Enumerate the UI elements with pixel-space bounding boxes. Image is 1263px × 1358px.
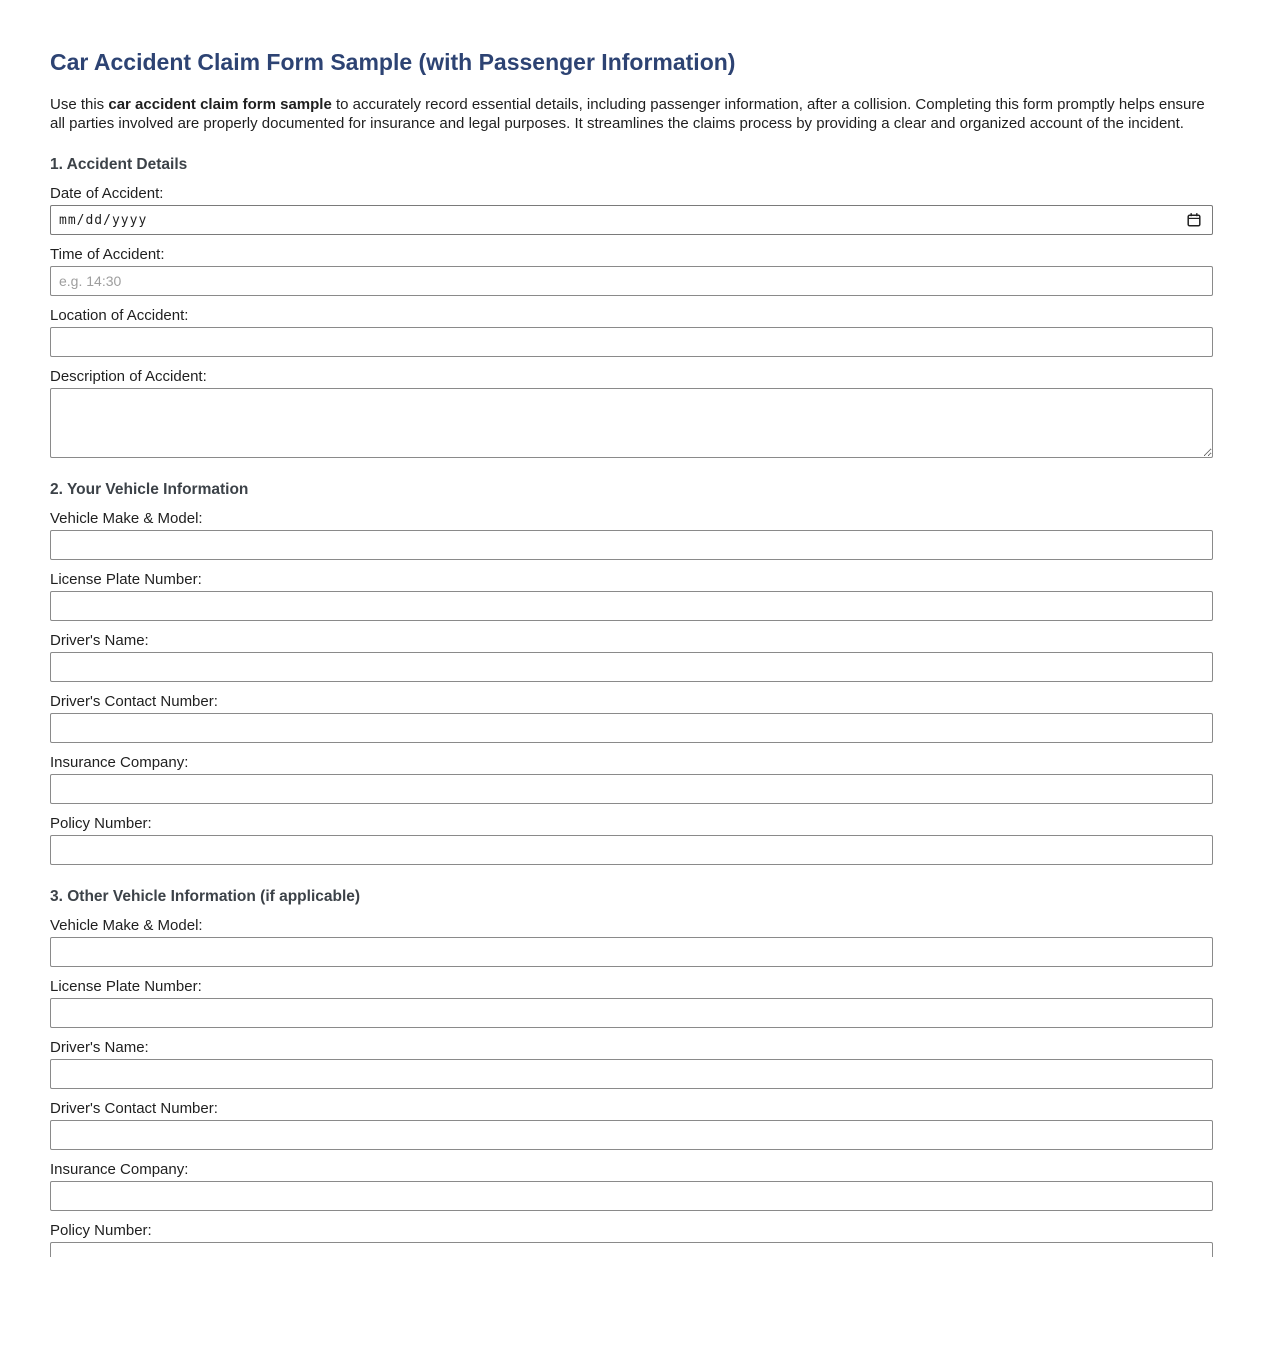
other-license-plate-label: License Plate Number: [50, 978, 202, 995]
your-policy-number-input[interactable] [50, 835, 1213, 865]
your-driver-name-label: Driver's Name: [50, 632, 149, 649]
intro-prefix: Use this [50, 96, 109, 113]
other-vehicle-make-model-label: Vehicle Make & Model: [50, 917, 203, 934]
other-driver-contact-input[interactable] [50, 1120, 1213, 1150]
location-of-accident-input[interactable] [50, 327, 1213, 357]
other-license-plate-input[interactable] [50, 998, 1213, 1028]
date-of-accident-input[interactable] [50, 205, 1213, 235]
your-driver-name-input[interactable] [50, 652, 1213, 682]
other-policy-number-label: Policy Number: [50, 1222, 152, 1239]
date-of-accident-label: Date of Accident: [50, 185, 164, 202]
your-vehicle-make-model-input[interactable] [50, 530, 1213, 560]
other-policy-number-input[interactable] [50, 1242, 1213, 1257]
section-heading-your-vehicle: 2. Your Vehicle Information [50, 481, 249, 498]
other-driver-name-label: Driver's Name: [50, 1039, 149, 1056]
section-heading-other-vehicle: 3. Other Vehicle Information (if applicable) [50, 888, 361, 905]
time-of-accident-label: Time of Accident: [50, 246, 165, 263]
your-vehicle-make-model-label: Vehicle Make & Model: [50, 510, 203, 527]
other-driver-contact-label: Driver's Contact Number: [50, 1100, 218, 1117]
other-insurance-company-input[interactable] [50, 1181, 1213, 1211]
your-driver-contact-input[interactable] [50, 713, 1213, 743]
intro-suffix: to accurately record essential details, including passenger information, after a collision. Completing this form promptly helps ensure all parties involved are properly documented for insurance and legal purposes. It streamlines the claims process by providing a clear and organized account of the incident. [50, 96, 1205, 132]
intro-bold-phrase: car accident claim form sample [108, 96, 332, 113]
claim-form [0, 48, 1263, 1257]
description-of-accident-textarea[interactable] [50, 388, 1213, 458]
time-of-accident-input[interactable] [50, 266, 1213, 296]
your-license-plate-input[interactable] [50, 591, 1213, 621]
location-of-accident-label: Location of Accident: [50, 307, 189, 324]
page-title-text: Car Accident Claim Form Sample (with Passenger Information) [50, 49, 736, 75]
your-driver-contact-label: Driver's Contact Number: [50, 693, 218, 710]
your-insurance-company-label: Insurance Company: [50, 754, 189, 771]
other-driver-name-input[interactable] [50, 1059, 1213, 1089]
date-value-placeholder: mm/dd/yyyy [59, 212, 148, 228]
other-vehicle-make-model-input[interactable] [50, 937, 1213, 967]
your-policy-number-label: Policy Number: [50, 815, 152, 832]
intro-paragraph [50, 95, 1213, 133]
your-insurance-company-input[interactable] [50, 774, 1213, 804]
page-title [50, 48, 1213, 76]
other-insurance-company-label: Insurance Company: [50, 1161, 189, 1178]
section-heading-accident-details: 1. Accident Details [50, 156, 188, 173]
calendar-icon[interactable] [1186, 212, 1202, 228]
your-license-plate-label: License Plate Number: [50, 571, 202, 588]
description-of-accident-label: Description of Accident: [50, 368, 207, 385]
